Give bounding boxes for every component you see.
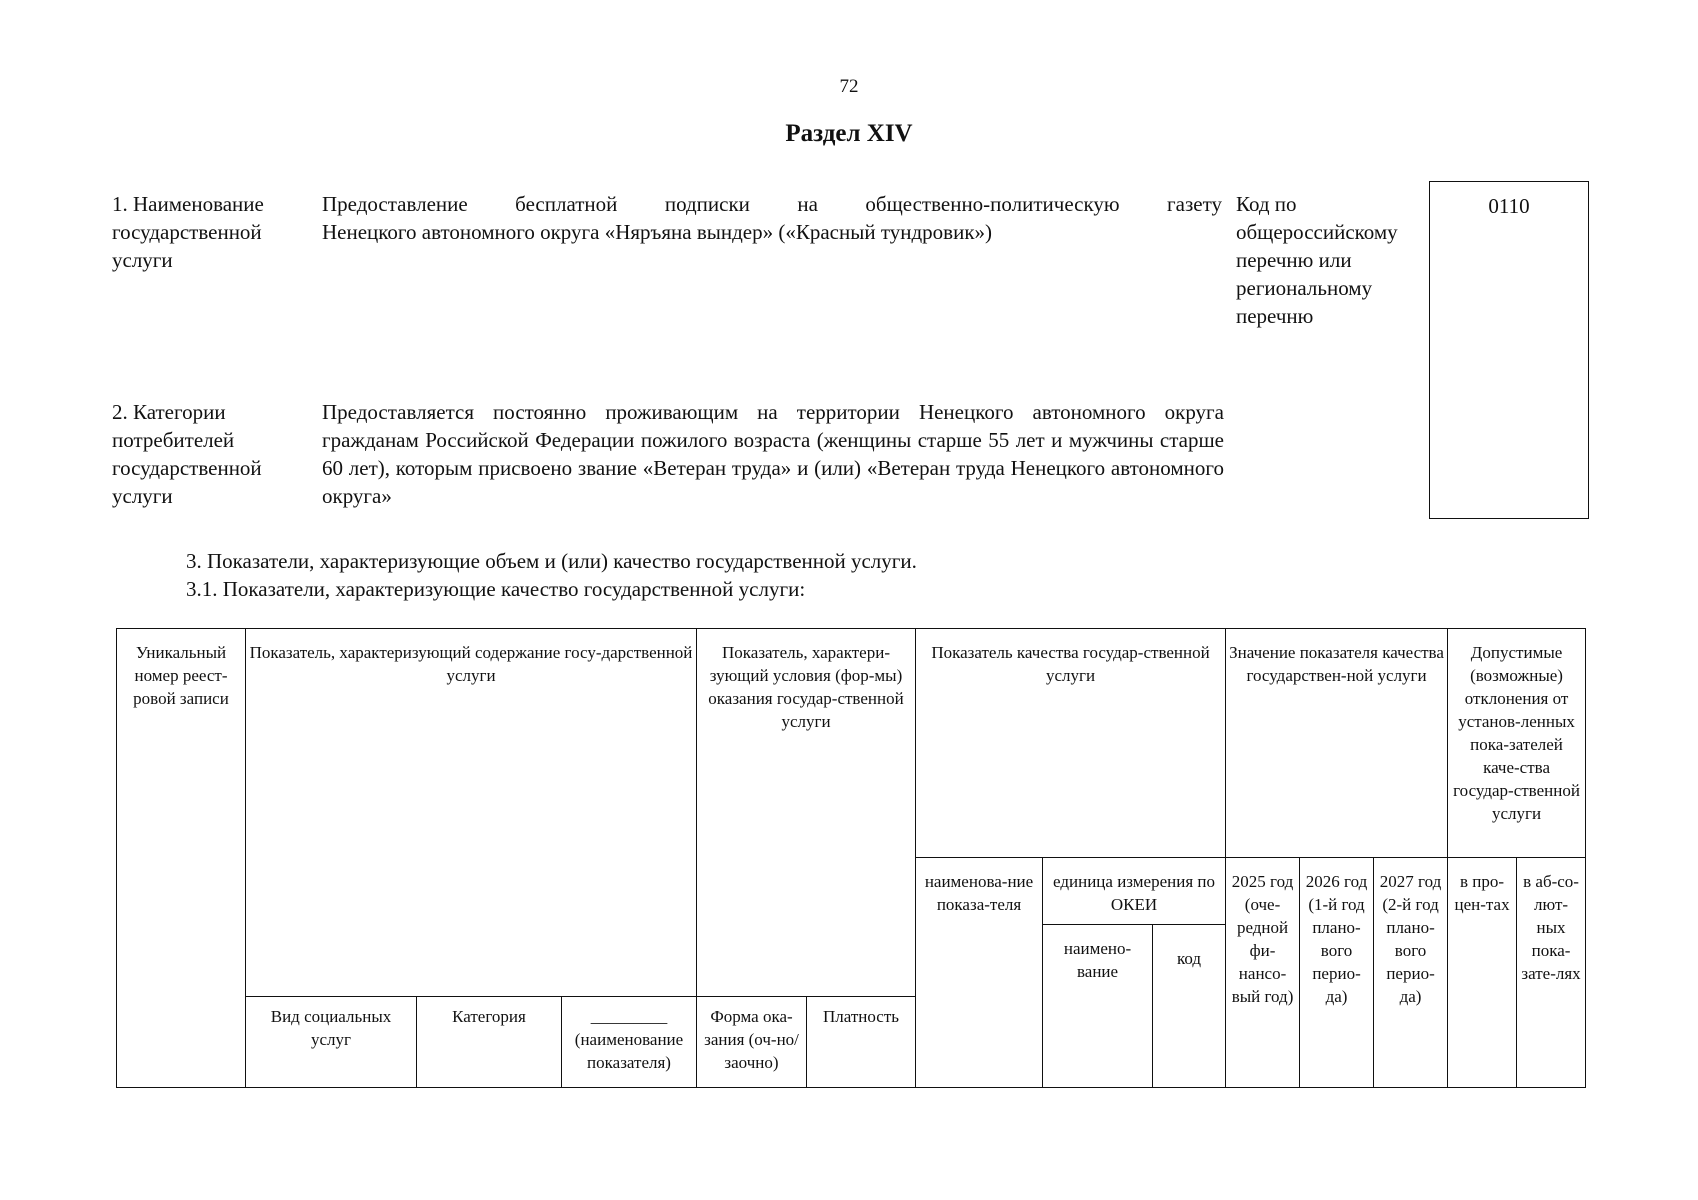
- header-service-content: Показатель, характеризующий содержание госу-дарственной услуги: [246, 629, 697, 997]
- item3-heading: 3. Показатели, характеризующие объем и (или) качество государственной услуги.: [186, 549, 917, 573]
- header-year-2026: 2026 год (1-й год плано-вого перио-да): [1300, 858, 1374, 1088]
- item1-text-line2: Ненецкого автономного округа «Няръяна вындер» («Красный тундровик»): [322, 220, 993, 244]
- page-number: 72: [839, 76, 859, 97]
- header-payment: Платность: [807, 997, 916, 1088]
- item2-label: 2. Категории потребителей государственной услуги: [112, 400, 262, 508]
- header-year-2027: 2027 год (2-й год плано-вого перио-да): [1374, 858, 1448, 1088]
- header-indicator-value: Значение показателя качества государствен-ной услуги: [1226, 629, 1448, 858]
- header-in-percent: в про-цен-тах: [1448, 858, 1517, 1088]
- quality-indicators-table: [116, 628, 1586, 1088]
- header-service-conditions: Показатель, характери-зующий условия (фор-мы) оказания государ-ственной услуги: [697, 629, 916, 997]
- header-allowed-deviation: Допустимые (возможные) отклонения от установ-ленных пока-зателей каче-ства государ-ственной услуги: [1448, 629, 1586, 858]
- item1-text: [322, 190, 1222, 246]
- header-unit-code: код: [1153, 925, 1226, 1088]
- item31-heading: 3.1. Показатели, характеризующие качество государственной услуги:: [186, 577, 806, 601]
- header-unique-number: Уникальный номер реест-ровой записи: [117, 629, 246, 1088]
- header-year-2025: 2025 год (оче-редной фи-нансо-вый год): [1226, 858, 1300, 1088]
- section-title: Раздел XIV: [785, 120, 913, 147]
- blank-indicator-name: (наименование показателя): [574, 1030, 684, 1072]
- blank-line: _________: [590, 1007, 668, 1026]
- code-value: 0110: [1488, 194, 1530, 218]
- header-quality-indicator: Показатель качества государ-ственной услуги: [916, 629, 1226, 858]
- item1-label: 1. Наименование государственной услуги: [112, 192, 264, 272]
- code-label: Код по общероссийскому перечню или региональному перечню: [1236, 192, 1398, 328]
- header-blank-indicator: [562, 997, 697, 1088]
- header-category: Категория: [417, 997, 562, 1088]
- header-indicator-name: наименова-ние показа-теля: [916, 858, 1043, 1088]
- item1-text-line1: Предоставление бесплатной подписки на общественно-политическую газету: [322, 192, 1222, 216]
- header-in-absolute: в аб-со-лют-ных пока-зате-лях: [1517, 858, 1586, 1088]
- item2-text: Предоставляется постоянно проживающим на территории Ненецкого автономного округа гражданам Российской Федерации пожилого возраста (женщины старше 55 лет и мужчины старше 60 лет), которым присвоено звание «Ветеран труда» и (или) «Ветеран труда Ненецкого автономного округа»: [322, 400, 1224, 508]
- header-unit-name: наимено-вание: [1043, 925, 1153, 1088]
- header-social-service-type: Вид социальных услуг: [246, 997, 417, 1088]
- header-provision-form: Форма ока-зания (оч-но/заочно): [697, 997, 807, 1088]
- header-okei-unit: единица измерения по ОКЕИ: [1043, 858, 1226, 925]
- code-box: [1429, 181, 1589, 519]
